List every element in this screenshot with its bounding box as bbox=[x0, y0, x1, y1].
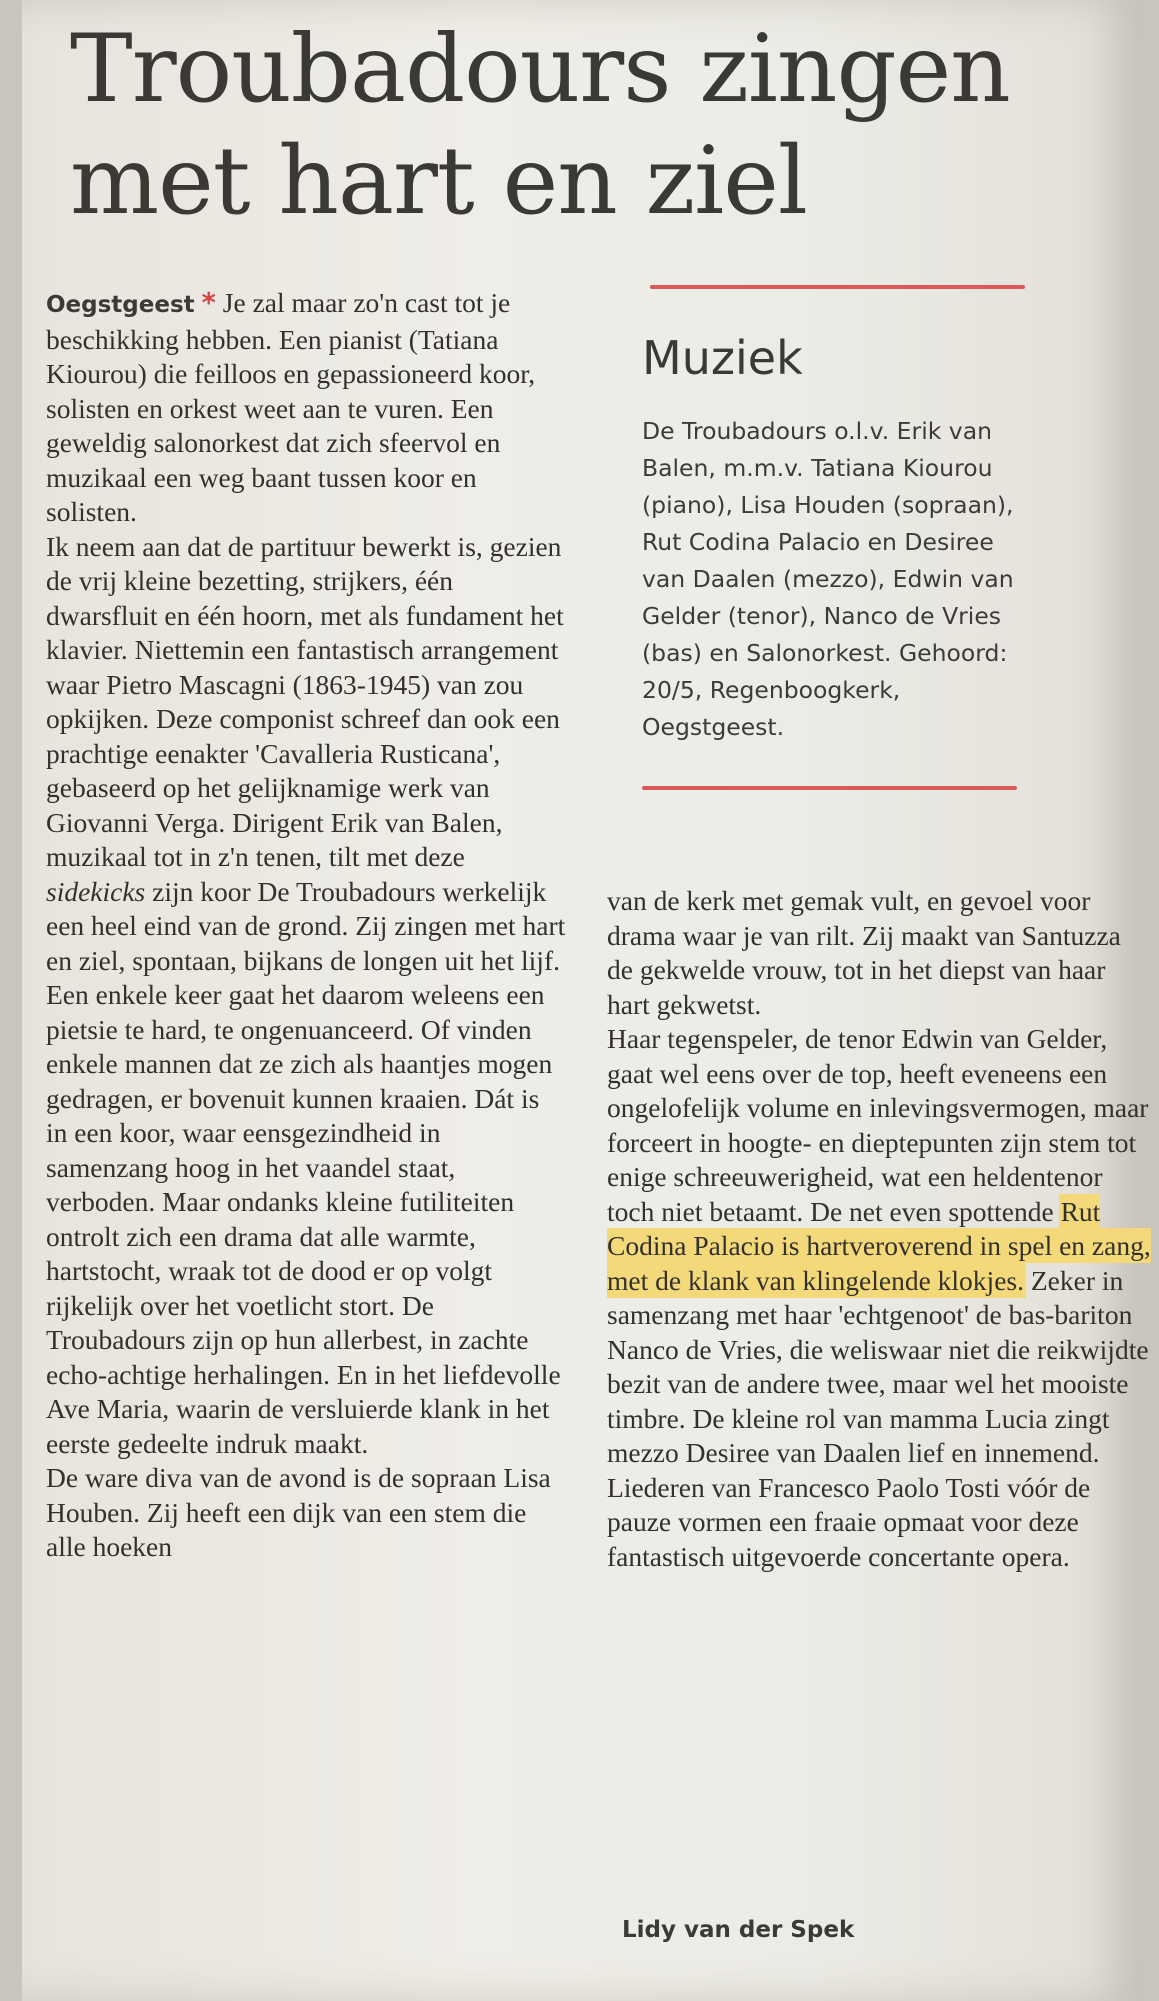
infobox-heading: Muziek bbox=[642, 331, 803, 385]
paragraph-soloists bbox=[607, 1022, 1152, 1471]
dateline-asterisk-icon: * bbox=[201, 287, 216, 319]
article-column-left bbox=[46, 286, 566, 1565]
paragraph-continuation: van de kerk met gemak vult, en gevoel voor drama waar je van rilt. Zij maakt van Santuzza de gekwelde vrouw, tot in het diepst van haar hart gekwetst. bbox=[607, 885, 1121, 1020]
dateline: Oegstgeest bbox=[46, 292, 195, 318]
paragraph-diva: De ware diva van de avond is de sopraan Lisa Houben. Zij heeft een dijk van een stem die alle hoeken bbox=[46, 1462, 551, 1562]
paragraph-intro bbox=[46, 286, 566, 530]
author-byline: Lidy van der Spek bbox=[622, 1917, 855, 1943]
paragraph-text: Zeker in samenzang met haar 'echtgenoot' de bas-bariton Nanco de Vries, die weliswaar niet die reikwijdte bezit van de andere twee, maar wel het mooiste timbre. De kleine rol van mamma Lucia zingt mezzo Desiree van Daalen lief en innemend. bbox=[607, 1264, 1149, 1468]
paragraph-tosti: Liederen van Francesco Paolo Tosti vóór de pauze vormen een fraaie opmaat voor deze fantastisch uitgevoerde concertante opera. bbox=[607, 1471, 1091, 1572]
paragraph-text: Haar tegenspeler, de tenor Edwin van Gelder, gaat wel eens over de top, heeft eveneens een ongelofelijk volume en inlevingsvermogen, maar forceert in hoogte- en dieptepunten zijn stem tot enige schreeuwerigheid, wat een heldentenor toch niet betaamt. De net even spottende bbox=[607, 1023, 1149, 1227]
paragraph-arrangement bbox=[46, 530, 566, 1462]
italic-term: sidekicks bbox=[46, 875, 146, 907]
intro-text: Je zal maar zo'n cast tot je beschikking hebben. Een pianist (Tatiana Kiourou) die feilloos en gepassioneerd koor, solisten en orkest weet aan te vuren. Een geweldig salonorkest dat zich sfeervol en muzikaal een weg baant tussen koor en solisten. bbox=[46, 287, 536, 527]
article-column-right bbox=[607, 884, 1152, 1574]
highlighted-passage: Rut Codina Palacio is hartveroverend in spel en zang, met de klank van klingelende klokjes. bbox=[607, 1195, 1151, 1296]
review-infobox bbox=[642, 285, 1037, 790]
newspaper-clipping bbox=[22, 0, 1151, 2001]
paragraph-text: Ik neem aan dat de partituur bewerkt is, gezien de vrij kleine bezetting, strijkers, één dwarsfluit en één hoorn, met als fundament het klavier. Niettemin een fantastisch arrangement waar Pietro Mascagni (1863-1945) van zou opkijken. Deze componist schreef dan ook een prachtige eenakter 'Cavalleria Rusticana', gebaseerd op het gelijknamige werk van Giovanni Verga. Dirigent Erik van Balen, muzikaal tot in z'n tenen, tilt met deze bbox=[46, 530, 564, 872]
paragraph-text: zijn koor De Troubadours werkelijk een heel eind van de grond. Zij zingen met hart en ziel, spontaan, bijkans de longen uit het lijf. Een enkele keer gaat het daarom weleens een pietsie te hard, te ongenuanceerd. Of vinden enkele mannen dat ze zich als haantjes mogen gedragen, er bovenuit kunnen kraaien. Dát is in een koor, waar eensgezindheid in samenzang hoog in het vaandel staat, verboden. Maar ondanks kleine futiliteiten ontrolt zich een drama dat alle warmte, hartstocht, wraak tot de dood er op volgt rijkelijk over het voetlicht stort. De Troubadours zijn op hun allerbest, in zachte echo-achtige herhalingen. En in het liefdevolle Ave Maria, waarin de versluierde klank in het eerste gedeelte indruk maakt. bbox=[46, 875, 566, 1459]
infobox-credits: De Troubadours o.l.v. Erik van Balen, m.m.v. Tatiana Kiourou (piano), Lisa Houden (sopraan), Rut Codina Palacio en Desiree van Daalen (mezzo), Edwin van Gelder (tenor), Nanco de Vries (bas) en Salonorkest. Gehoord: 20/5, Regenboogkerk, Oegstgeest. bbox=[642, 417, 1014, 741]
headline: Troubadours zingen met hart en ziel bbox=[70, 15, 1010, 236]
infobox-bottom-rule bbox=[642, 786, 1017, 790]
infobox-top-rule bbox=[650, 285, 1025, 289]
